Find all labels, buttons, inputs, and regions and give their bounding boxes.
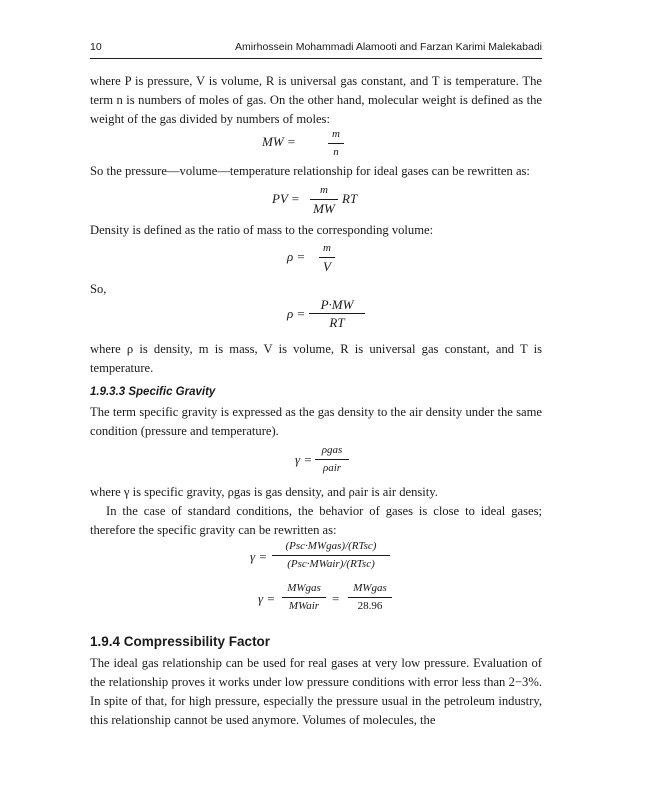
equation-lhs: γ = xyxy=(258,591,276,606)
fraction xyxy=(282,580,326,615)
fraction-numerator: P·MW xyxy=(320,297,354,312)
paragraph-compressibility: The ideal gas relationship can be used for real gases at very low pressure. Evaluation of the relationship proves it works under low pressure conditions with error less than 2−3%. In spite of that, for high pressure, especially the pressure usual in the petroleum industry, this relationship cannot be used anymore. Volumes of molecules, the xyxy=(90,656,542,727)
fraction-denominator: RT xyxy=(329,315,345,330)
fraction-numerator: MWgas xyxy=(353,582,387,594)
fraction-denominator: MW xyxy=(313,201,335,216)
running-header xyxy=(90,40,542,59)
fraction-numerator: ρgas xyxy=(321,444,343,456)
fraction-numerator: (Psc·MWgas)/(RTsc) xyxy=(285,540,377,552)
page-number: 10 xyxy=(90,41,102,53)
fraction-numerator: MWgas xyxy=(287,582,321,594)
fraction-numerator: m xyxy=(332,128,340,140)
equation-rt-term: RT xyxy=(342,191,358,206)
equation-equals: = xyxy=(332,591,340,606)
fraction xyxy=(319,240,335,275)
paragraph-specific-gravity-variables: where γ is specific gravity, ρgas is gas density, and ρair is air density. xyxy=(90,485,438,499)
fraction xyxy=(310,182,338,217)
paragraph-density-definition: Density is defined as the ratio of mass to the corresponding volume: xyxy=(90,223,434,237)
fraction-denominator: (Psc·MWair)/(RTsc) xyxy=(287,558,375,570)
paragraph-specific-gravity: The term specific gravity is expressed as the gas density to the air density under the same condition (pressure and temperature). xyxy=(90,405,542,438)
running-header-authors: Amirhossein Mohammadi Alamooti and Farzan Karimi Malekabadi xyxy=(235,41,542,53)
equation-lhs: ρ = xyxy=(287,249,306,264)
fraction-denominator: n xyxy=(333,146,339,158)
paragraph-gas-variables: where P is pressure, V is volume, R is universal gas constant, and T is temperature. The term n is numbers of moles of gas. On the other hand, molecular weight is defined as the weight of the gas divided by numbers of moles: xyxy=(90,74,542,126)
fraction-denominator: ρair xyxy=(322,462,342,474)
fraction xyxy=(315,442,349,477)
section-heading-specific-gravity: 1.9.3.3 Specific Gravity xyxy=(90,386,216,398)
equation-lhs: γ = xyxy=(250,549,268,564)
fraction-denominator: 28.96 xyxy=(357,600,383,612)
paragraph-pvt-intro: So the pressure—volume—temperature relationship for ideal gases can be rewritten as: xyxy=(90,164,530,178)
fraction-denominator: MWair xyxy=(288,600,320,612)
section-heading-compressibility: 1.9.4 Compressibility Factor xyxy=(90,634,271,649)
fraction xyxy=(348,580,392,615)
fraction-numerator: m xyxy=(320,184,328,196)
paragraph-so: So, xyxy=(90,282,107,296)
fraction-numerator: m xyxy=(323,242,331,254)
paragraph-standard-conditions: In the case of standard conditions, the behavior of gases is close to ideal gases; therefore the specific gravity can be rewritten as: xyxy=(90,504,542,537)
fraction xyxy=(328,126,344,161)
equation-lhs: MW = xyxy=(262,134,296,149)
equation-lhs: PV = xyxy=(272,191,300,206)
fraction xyxy=(272,538,390,573)
equation-lhs: ρ = xyxy=(287,306,306,321)
fraction-denominator: V xyxy=(323,259,331,274)
fraction xyxy=(309,296,365,331)
paragraph-density-variables: where ρ is density, m is mass, V is volume, R is universal gas constant, and T is temperature. xyxy=(90,342,542,375)
equation-lhs: γ = xyxy=(295,452,313,467)
